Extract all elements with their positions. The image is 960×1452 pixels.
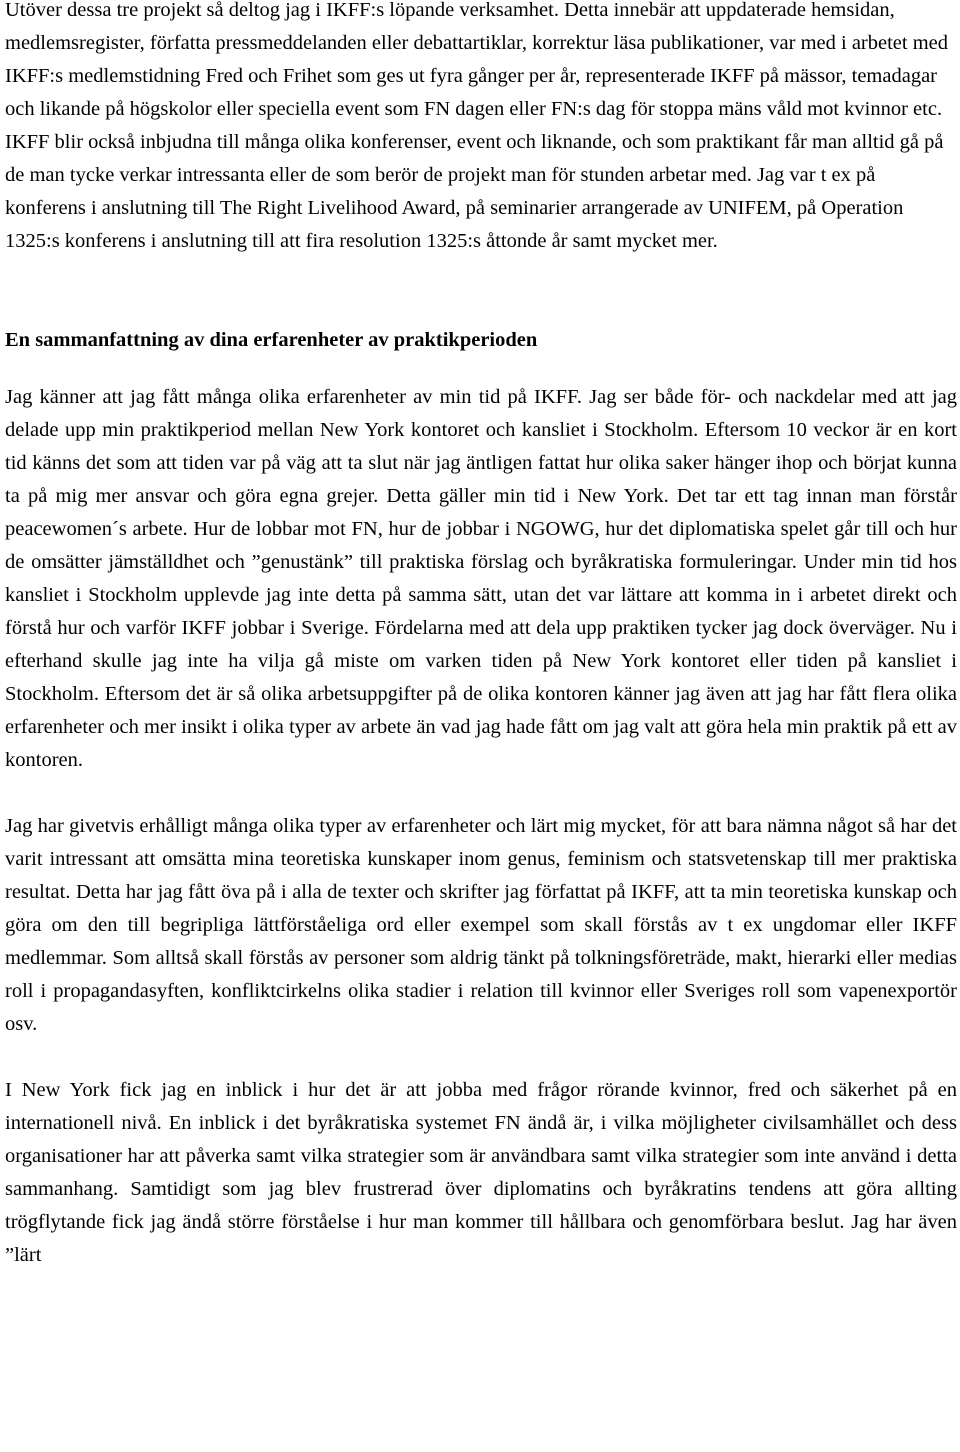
summary-paragraph: Jag känner att jag fått många olika erfarenheter av min tid på IKFF. Jag ser både för- och nackdelar med att jag delade upp min praktikperiod mellan New York kontoret och kansliet i Stockholm. Eftersom 10 veckor är en kort tid känns det som att tiden var på väg att ta slut när jag äntligen fattat hur olika saker hänger ihop och börjat kunna ta på mig mer ansvar och göra egna grejer. Detta gäller min tid i New York. Det tar ett tag innan man förstår peacewomen´s arbete. Hur de lobbar mot FN, hur de jobbar i NGOWG, hur det diplomatiska spelet går till och hur de omsätter jämställdhet och ”genustänk” till praktiska förslag och byråkratiska formuleringar. Under min tid hos kansliet i Stockholm upplevde jag inte detta på samma sätt, utan det var lättare att komma in i arbetet direkt och förstå hur och varför IKFF jobbar i Sverige. Fördelarna med att dela upp praktiken tycker jag dock överväger. Nu i efterhand skulle jag inte ha vilja gå miste om varken tiden på New York kontoret eller tiden på kansliet i Stockholm. Eftersom det är så olika arbetsuppgifter på de olika kontoren känner jag även att jag har fått flera olika erfarenheter och mer insikt i olika typer av arbete än vad jag hade fått om jag valt att göra hela min praktik på ett av kontoren. (5, 386, 957, 771)
knowledge-paragraph: Jag har givetvis erhålligt många olika typer av erfarenheter och lärt mig mycket, för att bara nämna något så har det varit intressant att omsätta mina teoretiska kunskaper inom genus, feminism och statsvetenskap till mer praktiska resultat. Detta har jag fått öva på i alla de texter och skrifter jag författat på IKFF, att ta min teoretiska kunskap och göra om den till begripliga lättförståeliga ord eller exempel som skall förstås av t ex ungdomar eller IKFF medlemmar. Som alltså skall förstås av personer som aldrig tänkt på tolkningsföreträde, makt, hierarki eller medias roll i propagandasyften, konfliktcirkelns olika stadier i relation till kvinnor eller Sveriges roll som vapenexportör osv. (5, 815, 957, 1035)
newyork-paragraph: I New York fick jag en inblick i hur det är att jobba med frågor rörande kvinnor, fred och säkerhet på en internationell nivå. En inblick i det byråkratiska systemet FN ändå är, i vilka möjligheter civilsamhället och dess organisationer har att påverka samt vilka strategier som är användbara samt vilka strategier som inte använd i detta sammanhang. Samtidigt som jag blev frustrerad över diplomatins och byråkratins tendens att göra allting trögflytande fick jag ändå större förståelse i hur man kommer till hållbara och genomförbara beslut. Jag har även ”lärt (5, 1079, 957, 1266)
intro-paragraph: Utöver dessa tre projekt så deltog jag i IKFF:s löpande verksamhet. Detta innebär att uppdaterade hemsidan, medlemsregister, författa pressmeddelanden eller debattartiklar, korrektur läsa publikationer, var med i arbetet med IKFF:s medlemstidning Fred och Frihet som ges ut fyra gånger per år, representerade IKFF på mässor, temadagar och likande på högskolor eller speciella event som FN dagen eller FN:s dag för stoppa mäns våld mot kvinnor etc. IKFF blir också inbjudna till många olika konferenser, event och liknande, och som praktikant får man alltid gå på de man tycke verkar intressanta eller de som berör de projekt man för stunden arbetar med. Jag var t ex på konferens i anslutning till The Right Livelihood Award, på seminarier arrangerade av UNIFEM, på Operation 1325:s konferens i anslutning till att fira resolution 1325:s åttonde år samt mycket mer. (5, 0, 948, 252)
document-page (5, 0, 957, 1272)
section-heading: En sammanfattning av dina erfarenheter av praktikperioden (5, 329, 538, 351)
